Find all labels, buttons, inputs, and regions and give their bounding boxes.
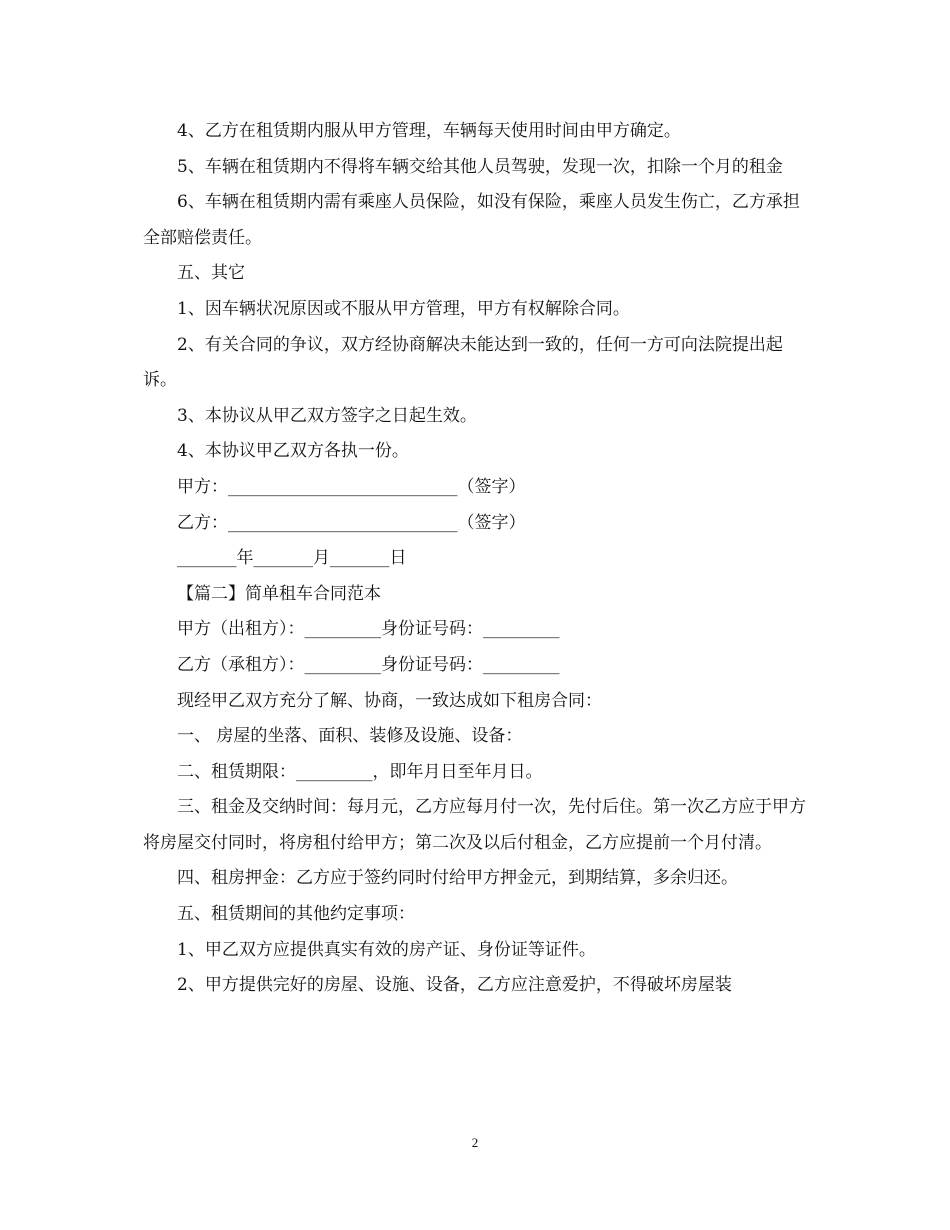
- paragraph: 3、本协议从甲乙双方签字之日起生效。: [177, 405, 477, 426]
- signature-line-party-a: 甲方：___________________________（签字）: [177, 476, 526, 497]
- paragraph: 4、乙方在租赁期内服从甲方管理，车辆每天使用时间由甲方确定。: [177, 121, 681, 141]
- paragraph: 1、因车辆状况原因或不服从甲方管理，甲方有权解除合同。: [177, 298, 630, 319]
- signature-line-party-b: 乙方：___________________________（签字）: [177, 512, 526, 533]
- party-b-line: 乙方（承租方）：_________身份证号码：_________: [177, 654, 560, 675]
- paragraph: 2、甲方提供完好的房屋、设施、设备，乙方应注意爱护，不得破坏房屋装: [177, 975, 732, 996]
- party-a-line: 甲方（出租方）：_________身份证号码：_________: [177, 619, 560, 640]
- paragraph: 2、有关合同的争议，双方经协商解决未能达到一致的，任何一方可向法院提出起诉。: [143, 334, 783, 391]
- paragraph: 一、 房屋的坐落、面积、装修及设施、设备：: [177, 726, 523, 747]
- paragraph: 5、车辆在租赁期内不得将车辆交给其他人员驾驶，发现一次，扣除一个月的租金: [177, 156, 783, 177]
- paragraph: 现经甲乙双方充分了解、协商，一致达成如下租房合同：: [177, 690, 602, 711]
- page-number: 2: [471, 1135, 479, 1150]
- paragraph: 五、租赁期间的其他约定事项：: [177, 904, 415, 925]
- section-heading: 五、其它: [177, 263, 245, 284]
- paragraph: 6、车辆在租赁期内需有乘座人员保险，如没有保险，乘座人员发生伤亡，乙方承担全部赔偿责任。: [143, 192, 800, 248]
- section-title: 【篇二】简单租车合同范本: [177, 583, 381, 604]
- paragraph: 二、租赁期限：_________，即年月日至年月日。: [177, 761, 543, 782]
- paragraph: 1、甲乙双方应提供真实有效的房产证、身份证等证件。: [177, 939, 596, 960]
- date-line: _______年_______月_______日: [177, 548, 407, 569]
- paragraph: 三、租金及交纳时间：每月元，乙方应每月付一次，先付后住。第一次乙方应于甲方将房屋交付同时，将房租付给甲方；第二次及以后付租金，乙方应提前一个月付清。: [143, 797, 806, 853]
- paragraph: 4、本协议甲乙双方各执一份。: [177, 441, 409, 462]
- document-body: [143, 114, 808, 1004]
- paragraph: 四、租房押金：乙方应于签约同时付给甲方押金元，到期结算，多余归还。: [177, 868, 738, 889]
